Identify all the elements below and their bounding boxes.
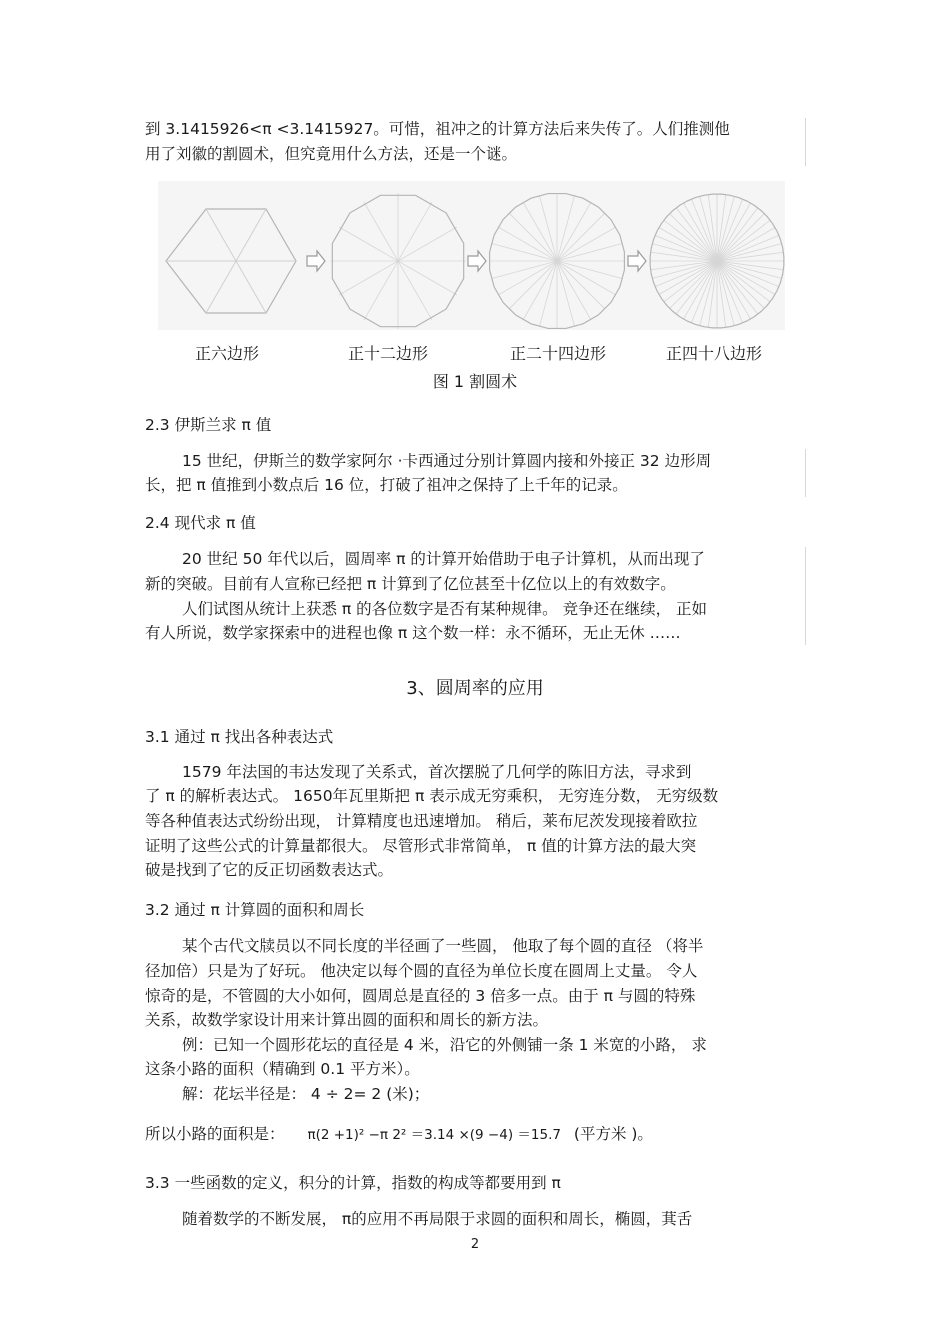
section-heading-3-1: 3.1 通过 π 找出各种表达式 [145,728,334,746]
paragraph-line: 人们试图从统计上获悉 π 的各位数字是否有某种规律。 竞争还在继续， 正如 [182,600,708,618]
margin-rule [805,449,806,497]
paragraph-line: 惊奇的是，不管圆的大小如何，圆周总是直径的 3 倍多一点。由于 π 与圆的特殊 [145,987,696,1005]
paragraph-line: 有人所说，数学家探索中的进程也像 π 这个数一样：永不循环，无止无休 …… [145,624,681,642]
section-heading-3-2: 3.2 通过 π 计算圆的面积和周长 [145,901,365,919]
paragraph-line: 这条小路的面积（精确到 0.1 平方米）。 [145,1060,420,1078]
arrow-icon [468,251,486,271]
paragraph-line: 随着数学的不断发展， π的应用不再局限于求圆的面积和周长，椭圆，萁舌 [182,1210,693,1228]
paragraph-line: 解：花坛半径是： 4 ÷ 2= 2 (米)； [182,1085,430,1103]
paragraph-line: 1579 年法国的韦达发现了关系式，首次摆脱了几何学的陈旧方法，寻求到 [182,763,692,781]
figure-caption: 正十二边形 [348,344,429,363]
paragraph-line: 了 π 的解析表达式。 1650年瓦里斯把 π 表示成无穷乘积， 无穷连分数， 无穷级数 [145,787,719,805]
margin-rule [805,118,806,166]
chapter-heading: 3、圆周率的应用 [406,678,544,699]
paragraph-line: 关系，故数学家设计用来计算出圆的面积和周长的新方法。 [145,1011,549,1029]
dodecagon-shape [330,193,466,329]
formula-prefix: 所以小路的面积是： [145,1125,285,1143]
paragraph-line: 例：已知一个圆形花坛的直径是 4 米，沿它的外侧铺一条 1 米宽的小路， 求 [182,1036,707,1054]
formula-unit: (平方米 )。 [573,1125,653,1143]
tetracontaoctagon-shape [650,194,784,328]
section-heading-3-3: 3.3 一些函数的定义，积分的计算，指数的构成等都要用到 π [145,1174,561,1192]
figure-title: 图 1 割圆术 [432,372,518,391]
formula-expression: π(2 +1)² −π 2² ＝3.14 ×(9 −4) ＝15.7 [307,1127,561,1143]
figure-caption: 正六边形 [195,344,260,363]
section-heading-2-3: 2.3 伊斯兰求 π 值 [145,416,272,434]
paragraph-line: 长，把 π 值推到小数点后 16 位，打破了祖冲之保持了上千年的记录。 [145,476,628,494]
paragraph-line: 破是找到了它的反正切函数表达式。 [145,861,394,879]
paragraph-line: 某个古代文牍员以不同长度的半径画了一些圆， 他取了每个圆的直径 （将半 [182,937,704,955]
arrow-icon [307,251,325,271]
page-number: 2 [470,1237,480,1252]
paragraph-line: 20 世纪 50 年代以后，圆周率 π 的计算开始借助于电子计算机，从而出现了 [182,550,705,568]
margin-rule [805,547,806,645]
paragraph-line: 15 世纪，伊斯兰的数学家阿尔 ·卡西通过分别计算圆内接和外接正 32 边形周 [182,452,712,470]
icositetragon-shape [489,193,625,329]
paragraph-line: 到 3.1415926<π <3.1415927。可惜，祖冲之的计算方法后来失传了。人们推测他 [145,120,730,138]
paragraph-line: 新的突破。目前有人宣称已经把 π 计算到了亿位甚至十亿位以上的有效数字。 [145,575,676,593]
section-heading-2-4: 2.4 现代求 π 值 [145,514,256,532]
figure-caption: 正四十八边形 [666,344,763,363]
paragraph-line: 径加倍）只是为了好玩。 他决定以每个圆的直径为单位长度在圆周上丈量。 令人 [145,962,698,980]
formula-line [145,1122,653,1146]
paragraph-line: 用了刘徽的割圆术，但究竟用什么方法，还是一个谜。 [145,145,518,163]
figure-caption: 正二十四边形 [510,344,607,363]
arrow-icon [628,251,646,271]
polygon-figure [158,181,785,330]
paragraph-line: 等各种值表达式纷纷出现， 计算精度也迅速增加。 稍后，莱布尼茨发现接着欧拉 [145,812,698,830]
paragraph-line: 证明了这些公式的计算量都很大。 尽管形式非常简单， π 值的计算方法的最大突 [145,837,697,855]
